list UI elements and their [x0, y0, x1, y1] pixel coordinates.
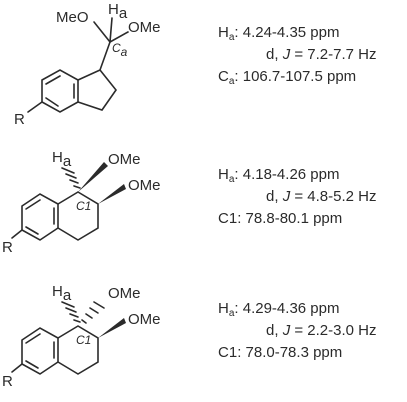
- carbon-shift-line: C1: 78.0-78.3 ppm: [218, 344, 343, 361]
- coupling-line: d, J = 7.2-7.7 Hz: [266, 46, 377, 63]
- carbon-shift-line: $C_a$: 106.7-107.5 ppm: [218, 68, 357, 87]
- methoxy-top: OMe: [108, 151, 141, 168]
- r-bond: [12, 364, 22, 372]
- coupling-line: d, J = 4.8-5.2 Hz: [266, 188, 377, 205]
- compound-2-nmr-annotation: [218, 164, 376, 230]
- indane-acetal-structure: [0, 0, 210, 135]
- r-bond: [28, 102, 42, 112]
- substituent-r: R: [14, 111, 25, 128]
- proton-shift-line: $H_a$: 4.18-4.26 ppm: [218, 166, 340, 185]
- c1-ca-bond: [100, 42, 110, 70]
- methoxy-right: OMe: [128, 311, 161, 328]
- wedge-bond-ome-right: [98, 318, 126, 338]
- ca-ome-left-bond: [94, 22, 110, 42]
- substituent-r: R: [2, 373, 13, 390]
- compound-3-nmr-annotation: [218, 298, 376, 364]
- carbon-c1-label: C1: [76, 199, 92, 213]
- tetralin-dimethoxy-structure-2: [0, 272, 210, 400]
- wedge-bond-ome-right: [98, 184, 126, 204]
- proton-ha-label: Ha: [108, 1, 128, 22]
- tetralin-dimethoxy-structure-1: [0, 138, 210, 266]
- methoxy-right: OMe: [128, 177, 161, 194]
- cyclopentane-ring: [78, 70, 116, 110]
- proton-ha-label: Ha: [52, 149, 72, 170]
- methoxy-top: OMe: [108, 285, 141, 302]
- carbon-shift-line: C1: 78.8-80.1 ppm: [218, 210, 343, 227]
- proton-ha-label: Ha: [52, 283, 72, 304]
- acetal-methoxy-right: OMe: [128, 19, 161, 36]
- proton-shift-line: $H_a$: 4.24-4.35 ppm: [218, 24, 340, 43]
- substituent-r: R: [2, 239, 13, 256]
- r-bond: [12, 230, 22, 238]
- acetal-methoxy-left: MeO: [56, 9, 89, 26]
- proton-shift-line: $H_a$: 4.29-4.36 ppm: [218, 300, 340, 319]
- carbon-ca-label: Ca: [112, 41, 128, 59]
- wedge-bond-ome-top: [78, 162, 108, 192]
- compound-1-nmr-annotation: [218, 22, 376, 88]
- ca-ha-bond: [110, 18, 112, 42]
- carbon-c1-label: C1: [76, 333, 92, 347]
- coupling-line: d, J = 2.2-3.0 Hz: [266, 322, 377, 339]
